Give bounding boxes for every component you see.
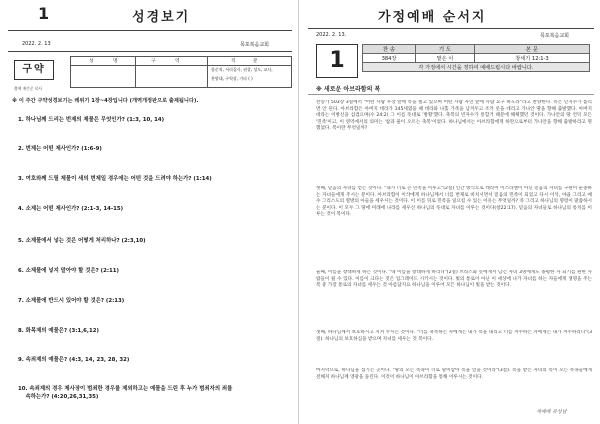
value-prayer: 맡은 이 xyxy=(416,54,475,63)
footer-signature: 새예배 유성남 xyxy=(536,409,567,415)
question-10: 10. 속죄제의 경우 제사장이 범죄한 경우를 제외하고는 예물을 드린 후 누가 범죄자의 죄를 xyxy=(18,386,233,392)
worship-table-note-row xyxy=(363,63,590,72)
value-hymn: 384장 xyxy=(363,54,416,63)
header-hymn: 찬 송 xyxy=(363,45,416,54)
worship-table-header xyxy=(363,45,590,54)
info-table-header xyxy=(71,57,291,66)
right-title-rule xyxy=(308,28,594,29)
question-1: 1. 하나님께 드리는 번제의 제물은 무엇인가? (1:3, 10, 14) xyxy=(18,117,165,123)
info-divider-2 xyxy=(207,57,208,87)
info-divider-1 xyxy=(135,57,136,87)
page-spine xyxy=(298,0,299,424)
worship-note: 각 가정에서 시간을 정하여 예배드립시다 바랍니다. xyxy=(363,63,590,72)
worship-table xyxy=(362,44,590,72)
paragraph-3: 둘째, 이름을 창대하게 하는 것이다. "네 이름을 창대하게 하리니"(2절) 브라스와 롯에게서 남긴 자녀 3명에게도 종평한 자 되기를 원한 사람들이 될 수 있다. 이름이 크다는 것은 업그레이드 시키시는 것이다. 빛의 통로이 아닌 이 세상에 나가 자녀를 하는 자들에게 생명을 주는 복 중 가장 통로의 자녀를 세우는 것 아름답지요 하나님을 이루어 모든 하나님이 빛을 받는 것이다. xyxy=(316,270,592,289)
instruction: ※ 이 주간 구약성경보기는 레위기 1장~4장입니다 (개역개정판으로 출제됩니다). xyxy=(12,98,199,104)
header-yeok: 역 xyxy=(175,59,180,64)
paragraph-1: 찬송가 503장 3절에서 "어떤 사람 우상 앞에 복을 빌고 있으며 어떤 사람 자연 앞에 사람 요구 하노라"라고 찬양한다. 복은 인지수가 틀리면 안 된다. 아브라함은 아버지 데라가 145세였을 때 데라와 나홀 가족을 남겨두고 조카 롯을 데리고 가나안 땅을 향해 출발했다. 아버지 데라는 이방신을 섬겼으며(수 24:2) 그 이름 뜻대로 '방황'했다. 축복의 빈자수가 통합거 때문에 해체했던 것이다. 가나안의 땅 언덕 모든 '민족'이고, 이 영역에서의 의미는 '참과 물이 오르는 축복'이었다. 하나님에서는 아브라함에게 하란으로부터 가나안을 향해 출발하라고 명했었다. 복이란 무엇일까? xyxy=(316,100,592,132)
right-church: 목포복음교회 xyxy=(540,33,569,39)
question-6: 6. 소제물에 넣지 말아야 할 것은? (2:11) xyxy=(18,268,120,274)
section-box xyxy=(14,60,54,80)
left-title: 성경보기 xyxy=(132,10,191,25)
right-number-box xyxy=(316,44,358,78)
header-text: 본 문 xyxy=(474,45,589,54)
question-7: 7. 소제물에 반드시 있어야 할 것은? (2:13) xyxy=(18,298,125,304)
header-gu: 구 xyxy=(151,59,156,64)
question-9: 9. 속죄제의 예물은? (4:3, 14, 23, 28, 32) xyxy=(18,357,130,363)
paragraph-5: 마지막으로, 하나님을 섬기는 곳이다. "땅의 모든 족속이 너로 말미암아 복을 얻을 것이라"(3절). 복을 받은 자녀의 복이 모든 족속들에게 전해져 하나님께 영광을 돌린다. 이것이 하나님이 아브라함을 통해 이루시는 것이다. xyxy=(316,368,592,380)
header-jik: 직 xyxy=(231,59,236,64)
sermon-title: ※ 새로운 아브라함의 복 xyxy=(316,86,381,93)
header-prayer: 기 도 xyxy=(416,45,475,54)
info-row-1: 합준직, 서리집사, 권찰, 성도, 교사, xyxy=(211,67,273,72)
question-4: 4. 소제는 어떤 제사인가? (2:1-3, 14-15) xyxy=(18,206,124,212)
question-2: 2. 번제는 어떤 제사인가? (1:6-9) xyxy=(18,146,102,152)
paragraph-4: 셋째, 하나님께서 보호하시고 지켜 주시는 것이다. "너를 축복하는 자에게는 내가 복을 내리고 너를 저주하는 자에게는 내가 저주하리니"(3절). 하나님의 보호하심을 받으며 자녀를 세우는 것 복이다. xyxy=(316,330,592,342)
info-row-2: 찬양대, 구역장, 기타 ( ) xyxy=(211,76,253,81)
worship-table-values xyxy=(363,54,590,63)
paragraph-2: 첫째, 믿음의 자녀를 얻는 것이다. "내가 너로 큰 민족을 이루고"(2절) 인간 방식으로 데라이 이스라엘이 아닌 믿음의 자녀를 구원이 순종하는 자녀들에게 주시는 분이다. 아브라함이 이삭에게 하나님께서 너를 번제로 바치시면서 믿음의 민족이 되었고 다시 이삭, 야곱 그리고 예수 그리스도의 열방의 아들을 세우시는 것이다. 이 이름 뒤로 민족을 일으킬 수 있는 이유는 무엇일까? 즉 그리고 하나님의 명령이 말씀하시는 분이다. 이 모두 그 땅에 미래에 나라를 세우신 하나님의 뜻대로 자녀를 이루는 것이다(창22:17). 믿음의 자녀들로 하나님의 통치를 이루는 것이 복이다. xyxy=(316,186,592,218)
section-subtitle: 출애 매큰준 목사 xyxy=(14,86,43,91)
question-10-cont: 속하는가? (4:20,26,31,35) xyxy=(18,394,99,400)
question-3: 3. 여호와께 드릴 제물이 새의 번제일 경우에는 어떤 것을 드려야 하는가? (1:14) xyxy=(18,176,212,182)
section-label: 구약 xyxy=(22,64,46,75)
value-text: 창세기 12:1-3 xyxy=(474,54,589,63)
sermon-title-rule xyxy=(308,94,594,95)
header-seong: 성 xyxy=(89,59,94,64)
left-date: 2022. 2. 13 xyxy=(22,41,51,47)
header-bun: 분 xyxy=(253,59,258,64)
info-table xyxy=(70,56,292,88)
right-date: 2022. 2. 13. xyxy=(316,32,347,38)
right-page-number: 1 xyxy=(329,48,345,73)
right-title: 가정예배 순서지 xyxy=(378,10,487,25)
header-myeong: 명 xyxy=(113,59,118,64)
left-title-rule xyxy=(8,30,292,31)
question-8: 8. 화목제의 예물은? (3:1,6,12) xyxy=(18,328,99,334)
left-church: 목포복음교회 xyxy=(240,42,269,48)
left-page-number: 1 xyxy=(38,4,50,23)
left-header-rule xyxy=(8,51,292,52)
question-5: 5. 소제물에서 넣는 것은 어떻게 처리하나? (2:3,10) xyxy=(18,238,146,244)
